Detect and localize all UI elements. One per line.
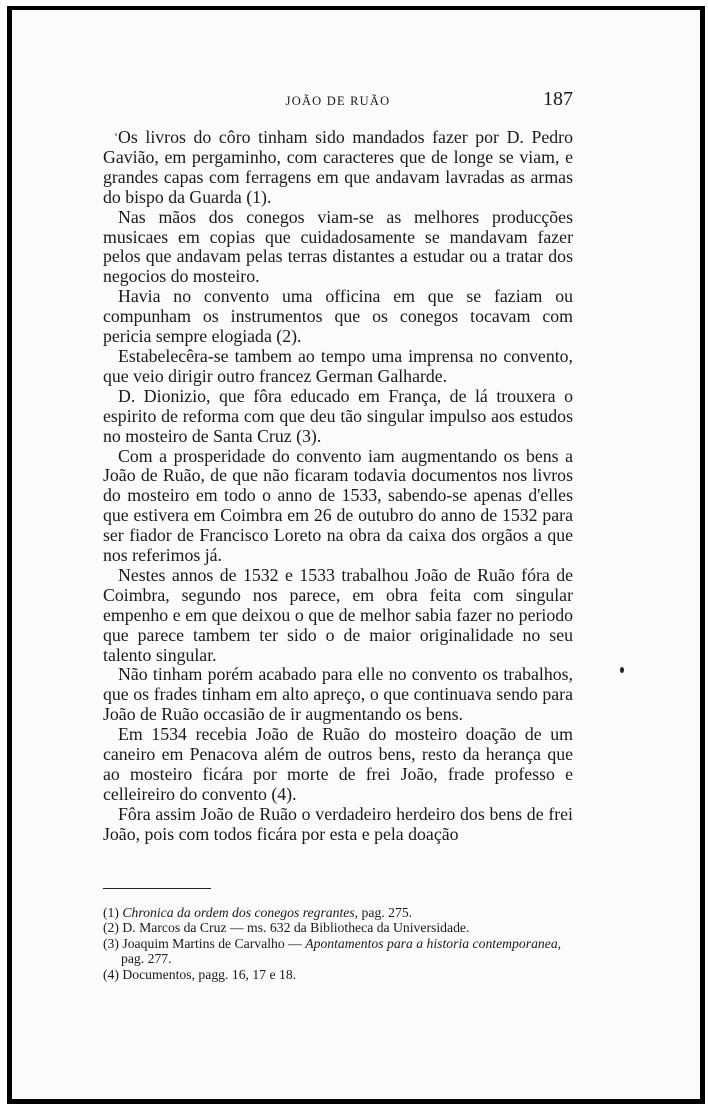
running-title: JOÃO DE RUÃO <box>285 94 391 108</box>
footnote-rule <box>103 888 211 889</box>
page-number: 187 <box>543 88 573 110</box>
footnote-4 <box>103 967 573 983</box>
paragraph: Havia no convento uma officina em que se faziam ou compunham os instrumentos que os conegos tocavam com pericia sempre elogiada (2). <box>103 286 573 347</box>
footnote-suffix: pag. 277. <box>121 951 172 967</box>
footnote-1 <box>103 905 573 921</box>
running-head <box>103 88 573 114</box>
paragraph: Os livros do côro tinham sido mandados fazer por D. Pedro Gavião, em pergaminho, com caracteres que de longe se viam, e grandes capas com ferragens em que andavam lavradas as armas do bispo da Guarda (1). <box>103 127 573 207</box>
scan-speck <box>115 133 117 136</box>
footnote-prefix: (1) <box>103 904 123 920</box>
footnote-3 <box>103 936 573 967</box>
footnote-title: Chronica da ordem dos conegos regrantes, <box>122 904 359 920</box>
paragraph: Fôra assim João de Ruão o verdadeiro herdeiro dos bens de frei João, pois com todos ficára por esta e pela doação <box>103 803 573 844</box>
footnote-prefix: (3) Joaquim Martins de Carvalho — <box>103 935 306 951</box>
paragraph: Nas mãos dos conegos viam-se as melhores producções musicaes em copias que cuidadosamente se mandavam fazer pelos que andavam pelas terras distantes a estudar ou a tratar dos negocios do mosteiro. <box>103 206 573 287</box>
scan-speck <box>620 667 624 673</box>
footnote-prefix: (4) Documentos, pagg. 16, 17 e 18. <box>103 967 297 982</box>
footnote-title: Apontamentos para a historia contemporanea, <box>305 935 562 951</box>
paragraph: Em 1534 recebia João de Ruão do mosteiro doação de um caneiro em Penacova além de outros bens, resto da herança que ao mosteiro ficára por morte de frei João, frade professo e celleireiro do convento (4). <box>103 724 573 804</box>
paragraph: Nestes annos de 1532 e 1533 trabalhou João de Ruão fóra de Coimbra, segundo nos parece, em obra feita com singular empenho e em que deixou o que de melhor sabia fazer no periodo que parece tambem ter sido o de maior originalidade no seu talento singular. <box>103 564 573 665</box>
paragraph: D. Dionizio, que fôra educado em França, de lá trouxera o espirito de reforma com que deu tão singular impulso aos estudos no mosteiro de Santa Cruz (3). <box>103 385 573 446</box>
body-text <box>103 128 573 845</box>
footnote-prefix: (2) D. Marcos da Cruz — ms. 632 da Bibliotheca da Universidade. <box>103 920 470 936</box>
footnotes <box>103 905 573 983</box>
book-page <box>103 88 573 983</box>
paragraph: Não tinham porém acabado para elle no convento os trabalhos, que os frades tinham em alto apreço, o que continuava sendo para João de Ruão occasião de ir augmentando os bens. <box>103 664 573 725</box>
paragraph: Estabelecêra-se tambem ao tempo uma imprensa no convento, que veio dirigir outro francez German Galharde. <box>103 345 573 386</box>
footnote-suffix: pag. 275. <box>358 904 413 920</box>
footnote-2 <box>103 920 573 936</box>
paragraph: Com a prosperidade do convento iam augmentando os bens a João de Ruão, de que não ficaram todavia documentos nos livros do mosteiro em todo o anno de 1533, sabendo-se apenas d'elles que estivera em Coimbra em 26 de outubro do anno de 1532 para ser fiador de Francisco Loreto na obra da caixa dos orgãos a que nos referimos já. <box>103 445 573 566</box>
